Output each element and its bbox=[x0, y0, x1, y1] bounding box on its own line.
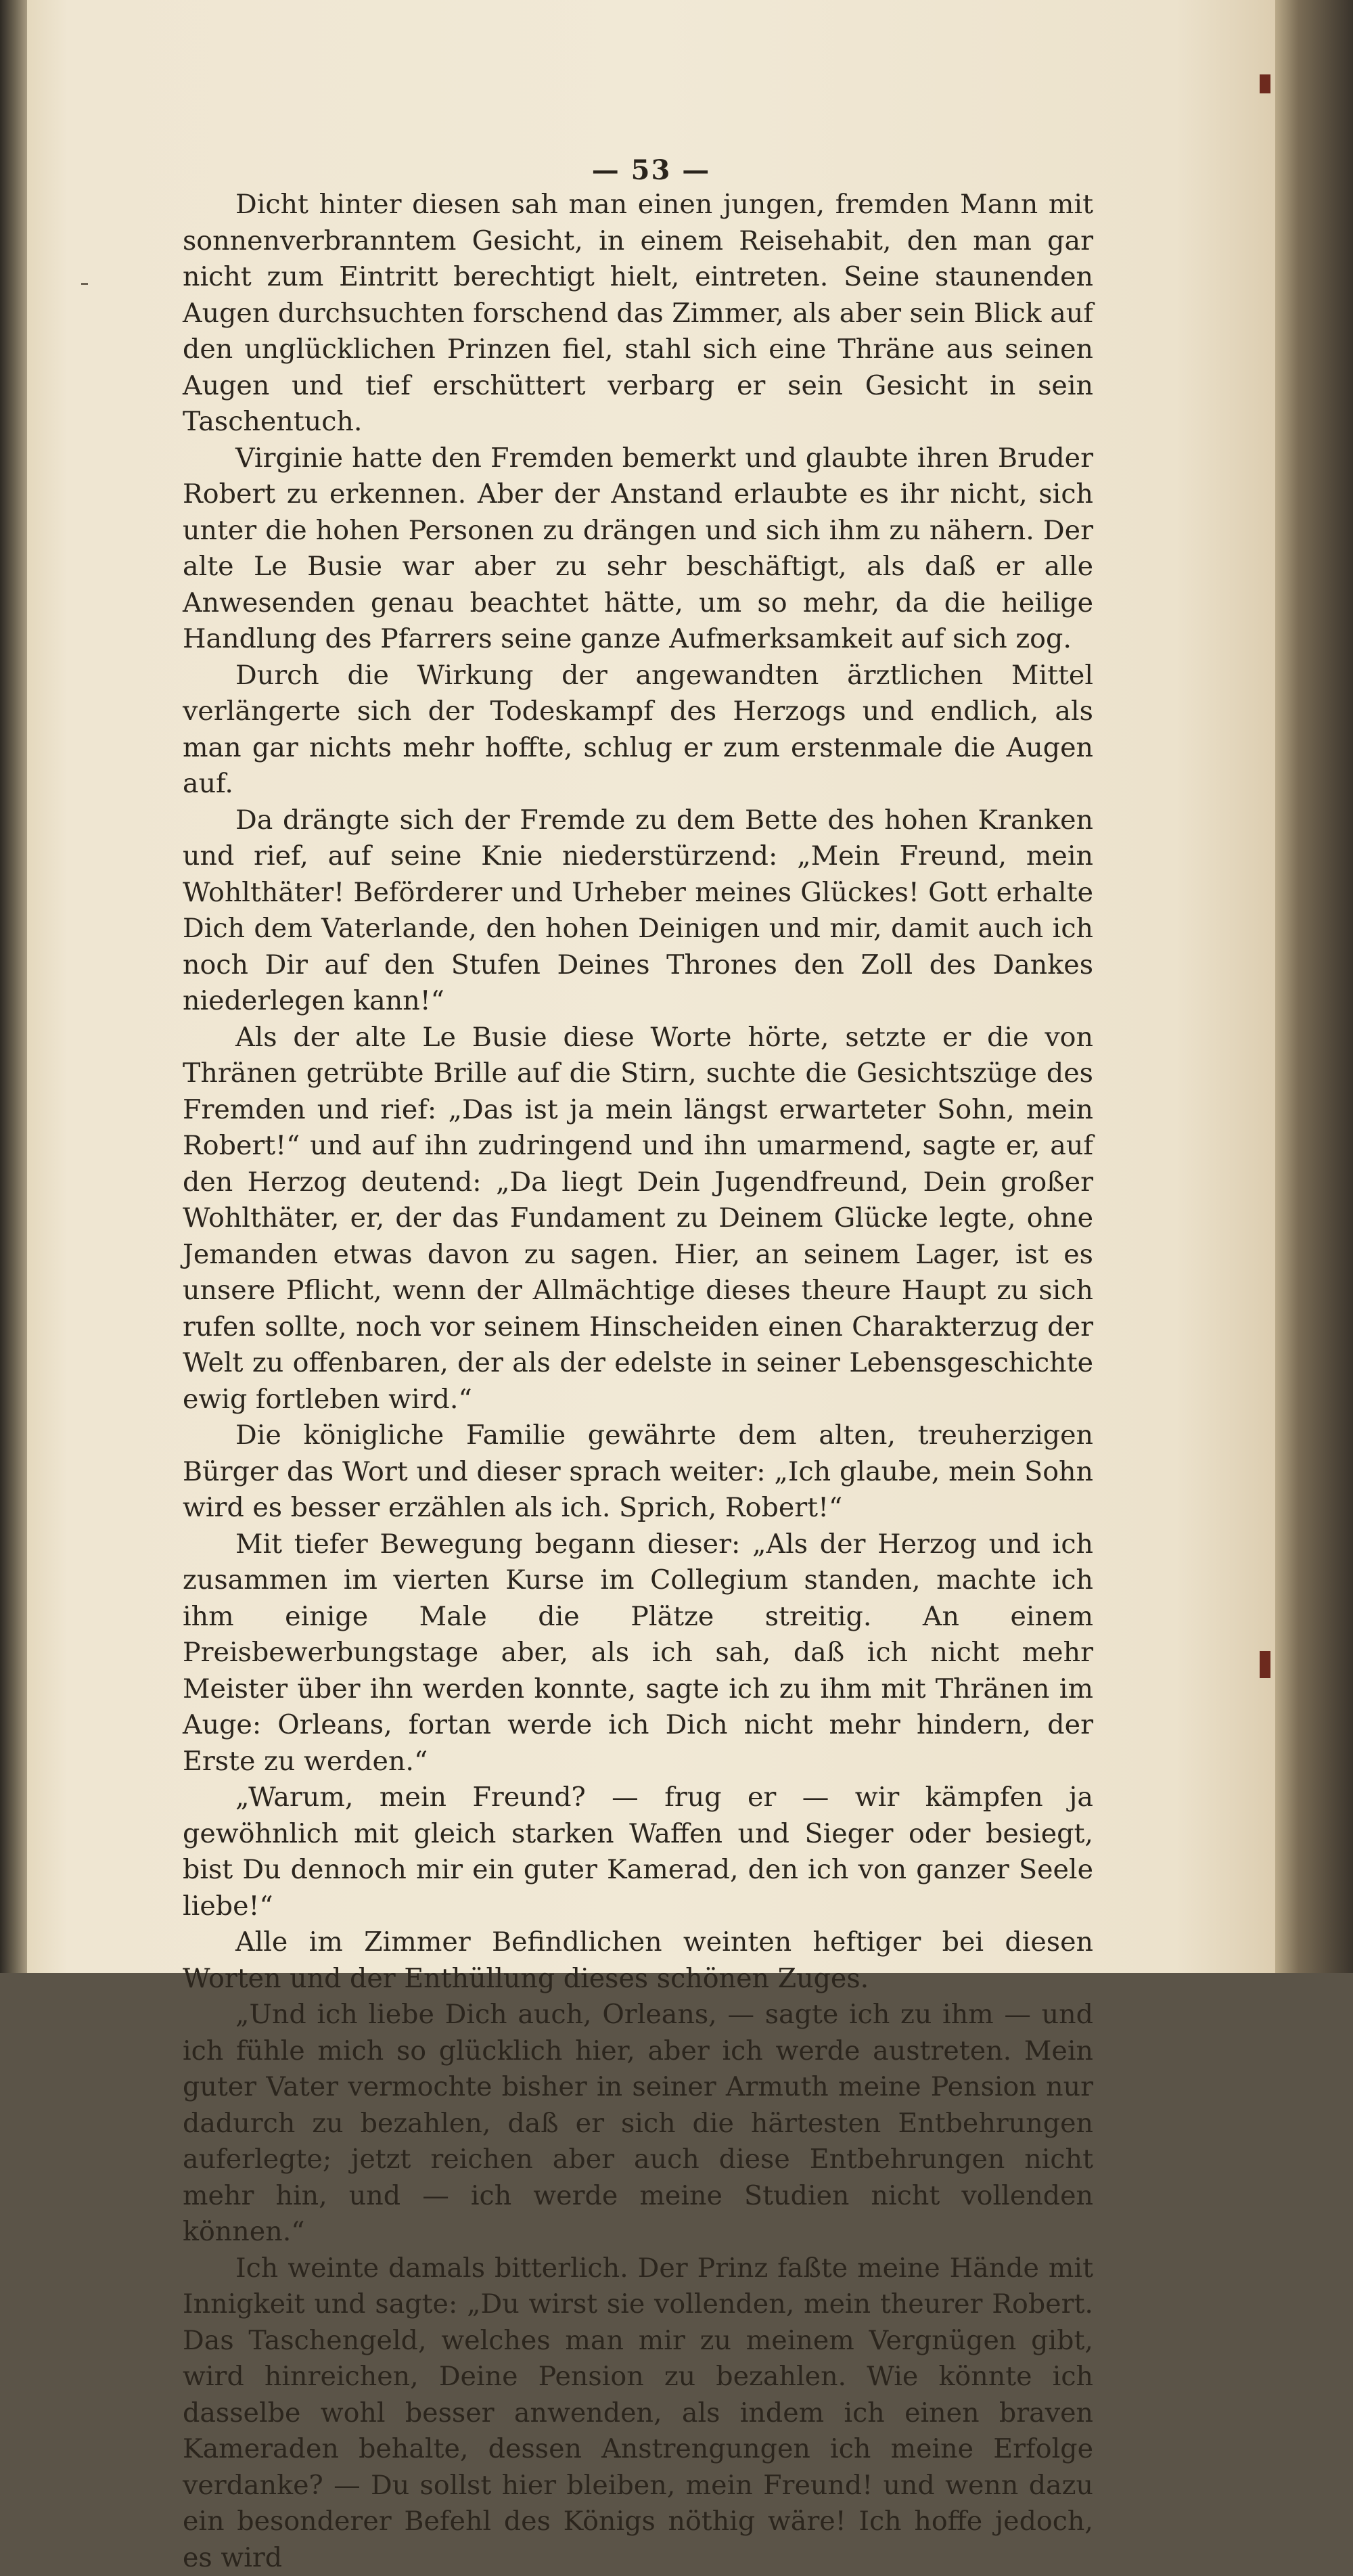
paragraph: Da drängte sich der Fremde zu dem Bette des hohen Kranken und rief, auf seine Knie niederstürzend: „Mein Freund, mein Wohlthäter! Beförderer und Urheber meines Glückes! Gott erhalte Dich dem Vaterlande, den hohen Deinigen und mir, damit auch ich noch Dir auf den Stufen Deines Thrones den Zoll des Dankes niederlegen kann!“ bbox=[183, 803, 1093, 1020]
edge-tab bbox=[1260, 1651, 1270, 1678]
left-page-shadow bbox=[0, 0, 27, 1973]
paragraph: Mit tiefer Bewegung begann dieser: „Als der Herzog und ich zusammen im vierten Kurse im Collegium standen, machte ich ihm einige Male die Plätze streitig. An einem Preisbewerbungstage aber, als ich sah, daß ich nicht mehr Meister über ihn werden konnte, sagte ich zu ihm mit Thränen im Auge: Orleans, fortan werde ich Dich nicht mehr hindern, der Erste zu werden.“ bbox=[183, 1527, 1093, 1780]
paragraph: Durch die Wirkung der angewandten ärztlichen Mittel verlängerte sich der Todeskampf des Herzogs und endlich, als man gar nichts mehr hoffte, schlug er zum erstenmale die Augen auf. bbox=[183, 658, 1093, 803]
paragraph: Ich weinte damals bitterlich. Der Prinz faßte meine Hände mit Innigkeit und sagte: „Du wirst sie vollenden, mein theurer Robert. Das Taschengeld, welches man mir zu meinem Vergnügen gibt, wird hinreichen, Deine Pension zu bezahlen. Wie könnte ich dasselbe wohl besser anwenden, als indem ich einen braven Kameraden behalte, dessen Anstrengungen ich meine Erfolge verdanke? — Du sollst hier bleiben, mein Freund! und wenn dazu ein besonderer Befehl des Königs nöthig wäre! Ich hoffe jedoch, es wird bbox=[183, 2251, 1093, 2576]
paragraph: Als der alte Le Busie diese Worte hörte, setzte er die von Thränen getrübte Brille auf die Stirn, suchte die Gesichtszüge des Fremden und rief: „Das ist ja mein längst erwarteter Sohn, mein Robert!“ und auf ihn zudringend und ihn umarmend, sagte er, auf den Herzog deutend: „Da liegt Dein Jugendfreund, Dein großer Wohlthäter, er, der das Fundament zu Deinem Glücke legte, ohne Jemanden etwas davon zu sagen. Hier, an seinem Lager, ist es unsere Pflicht, wenn der Allmächtige dieses theure Haupt zu sich rufen sollte, noch vor seinem Hinscheiden einen Charakterzug der Welt zu offenbaren, der als der edelste in seiner Lebensgeschichte ewig fortleben wird.“ bbox=[183, 1020, 1093, 1418]
paragraph: Dicht hinter diesen sah man einen jungen, fremden Mann mit sonnenverbranntem Gesicht, in einem Reisehabit, den man gar nicht zum Eintritt berechtigt hielt, eintreten. Seine staunenden Augen durchsuchten forschend das Zimmer, als aber sein Blick auf den unglücklichen Prinzen fiel, stahl sich eine Thräne aus seinen Augen und tief erschüttert verbarg er sein Gesicht in sein Taschentuch. bbox=[183, 187, 1093, 440]
page-number: — 53 — bbox=[27, 154, 1275, 186]
body-text bbox=[183, 187, 1093, 2576]
right-page-edge bbox=[1275, 0, 1353, 1973]
paragraph: Alle im Zimmer Befindlichen weinten heftiger bei diesen Worten und der Enthüllung dieses schönen Zuges. bbox=[183, 1924, 1093, 1997]
paragraph: Virginie hatte den Fremden bemerkt und glaubte ihren Bruder Robert zu erkennen. Aber der Anstand erlaubte es ihr nicht, sich unter die hohen Personen zu drängen und sich ihm zu nähern. Der alte Le Busie war aber zu sehr beschäftigt, als daß er alle Anwesenden genau beachtet hätte, um so mehr, da die heilige Handlung des Pfarrers seine ganze Aufmerksamkeit auf sich zog. bbox=[183, 440, 1093, 658]
edge-tab bbox=[1260, 74, 1270, 93]
paragraph: „Warum, mein Freund? — frug er — wir kämpfen ja gewöhnlich mit gleich starken Waffen und Sieger oder besiegt, bist Du dennoch mir ein guter Kamerad, den ich von ganzer Seele liebe!“ bbox=[183, 1780, 1093, 1924]
paragraph: Die königliche Familie gewährte dem alten, treuherzigen Bürger das Wort und dieser sprach weiter: „Ich glaube, mein Sohn wird es besser erzählen als ich. Sprich, Robert!“ bbox=[183, 1418, 1093, 1527]
margin-mark bbox=[81, 283, 88, 285]
book-page bbox=[27, 0, 1275, 1973]
paragraph: „Und ich liebe Dich auch, Orleans, — sagte ich zu ihm — und ich fühle mich so glücklich hier, aber ich werde austreten. Mein guter Vater vermochte bisher in seiner Armuth meine Pension nur dadurch zu bezahlen, daß er sich die härtesten Entbehrungen auferlegte; jetzt reichen aber auch diese Entbehrungen nicht mehr hin, und — ich werde meine Studien nicht vollenden können.“ bbox=[183, 1997, 1093, 2251]
